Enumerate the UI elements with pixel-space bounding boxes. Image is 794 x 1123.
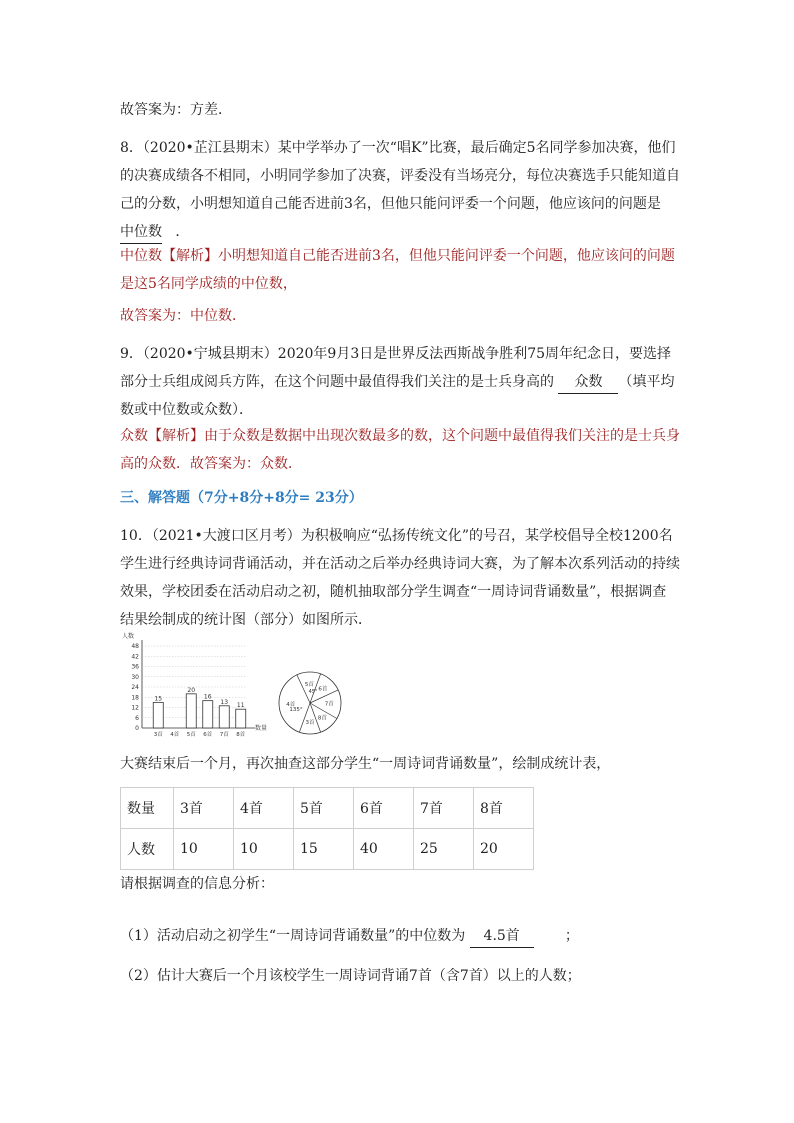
question-9: 9．（2020•宁城县期末）2020年9月3日是世界反法西斯战争胜利75周年纪念日，要选择部分士兵组成阅兵方阵，在这个问题中最值得我们关注的是士兵身高的 众数 （填平均数或中位数或众数）． [120, 346, 675, 418]
y-tick-label: 12 [131, 704, 139, 712]
bar-data-label: 20 [187, 686, 196, 694]
table-cell: 10 [174, 829, 234, 870]
pie-angle-annotation: 135° [289, 707, 303, 713]
q10-sub1-answer-blank: 4.5首 [470, 925, 534, 948]
table-row [121, 829, 534, 870]
stats-table [120, 787, 534, 870]
pie-angle-annotation: 45° [308, 689, 318, 695]
y-axis-label: 人数 [122, 633, 135, 640]
x-tick-label: 3首 [153, 732, 163, 738]
q8-answer-blank: 中位数 [120, 221, 162, 244]
pie-slice-label: 5首 [304, 681, 314, 688]
table-cell: 20 [474, 829, 534, 870]
table-header-cell: 7首 [414, 788, 474, 829]
bar-chart [120, 632, 270, 742]
q8-conclusion: 故答案为：中位数． [120, 308, 246, 324]
bar-data-label: 13 [220, 698, 229, 706]
q9-answer-blank: 众数 [558, 371, 618, 394]
q9-analysis: 众数【解析】由于众数是数据中出现次数最多的数，这个问题中最值得我们关注的是士兵身高的众数．故答案为：众数． [120, 428, 680, 472]
x-axis-label: 数量 [255, 725, 268, 732]
q10-after-text: 大赛结束后一个月，再次抽查这部分学生“一周诗词背诵数量”，绘制成统计表， [120, 756, 611, 772]
x-tick-label: 8首 [236, 732, 246, 738]
y-tick-label: 24 [131, 684, 139, 691]
x-tick-label: 4首 [170, 732, 180, 738]
x-tick-label: 5首 [186, 732, 196, 738]
q8-analysis: 中位数【解析】小明想知道自己能否进前3名，但他只能问评委一个问题，他应该问的问题是这5名同学成绩的中位数， [120, 248, 675, 292]
y-tick-label: 48 [131, 643, 139, 650]
table-header-cell: 8首 [474, 788, 534, 829]
y-tick-label: 6 [135, 714, 139, 722]
table-header-cell: 6首 [354, 788, 414, 829]
table-cell: 25 [414, 829, 474, 870]
statistics-charts [120, 632, 380, 742]
bar-data-label: 16 [203, 693, 212, 701]
bar [219, 706, 229, 728]
question-8: 8．（2020•芷江县期末）某中学举办了一次“唱K”比赛，最后确定5名同学参加决赛，他们的决赛成绩各不相同，小明同学参加了决赛，评委没有当场亮分，每位决赛选手只能知道自己的分数，小明想知道自己能否进前3名，但他只能问评委一个问题，他应该问的问题是中位数 ． [120, 134, 680, 246]
answer-line: 故答案为：方差． [120, 102, 232, 118]
q10-sub1: （1）活动启动之初学生“一周诗词背诵数量”的中位数为 4.5首 ； [120, 922, 680, 950]
q10-prompt: 请根据调查的信息分析： [120, 876, 274, 892]
bar-data-label: 15 [154, 695, 163, 703]
q10-sub2: （2）估计大赛后一个月该校学生一周诗词背诵7首（含7首）以上的人数； [120, 968, 581, 984]
bar [153, 702, 163, 728]
y-tick-label: 36 [131, 663, 139, 671]
table-header-cell: 3首 [174, 788, 234, 829]
question-10: 10．（2021•大渡口区月考）为积极响应“弘扬传统文化”的号召，某学校倡导全校1200名学生进行经典诗词背诵活动，并在活动之后举办经典诗词大赛，为了解本次系列活动的持续效果，学校团委在活动启动之初，随机抽取部分学生调查“一周诗词背诵数量”，根据调查结果绘制成的统计图（部分）如图所示． [120, 528, 680, 628]
table-header-cell: 4首 [234, 788, 294, 829]
pie-slice-label: 7首 [324, 701, 334, 708]
table-row [121, 788, 534, 829]
y-tick-label: 30 [131, 673, 139, 681]
table-cell: 40 [354, 829, 414, 870]
pie-slice-label: 6首 [318, 686, 328, 693]
pie-slice-label: 8首 [317, 715, 327, 722]
pie-chart [275, 668, 345, 738]
x-tick-label: 6首 [203, 732, 213, 738]
table-cell: 人数 [121, 829, 174, 870]
section-title: 三、解答题（7分+8分+8分= 23分） [120, 490, 363, 506]
bar [236, 709, 246, 728]
y-tick-label: 0 [135, 725, 139, 732]
bar [186, 694, 196, 728]
bar [203, 701, 213, 728]
table-header-cell: 数量 [121, 788, 174, 829]
y-tick-label: 42 [131, 653, 139, 661]
bar-data-label: 11 [236, 702, 245, 710]
pie-slice-label: 4首 [286, 702, 296, 709]
pie-slice-label: 3首 [305, 720, 315, 727]
x-tick-label: 7首 [219, 732, 229, 738]
y-tick-label: 18 [131, 694, 139, 702]
table-cell: 10 [234, 829, 294, 870]
table-cell: 15 [294, 829, 354, 870]
table-header-cell: 5首 [294, 788, 354, 829]
